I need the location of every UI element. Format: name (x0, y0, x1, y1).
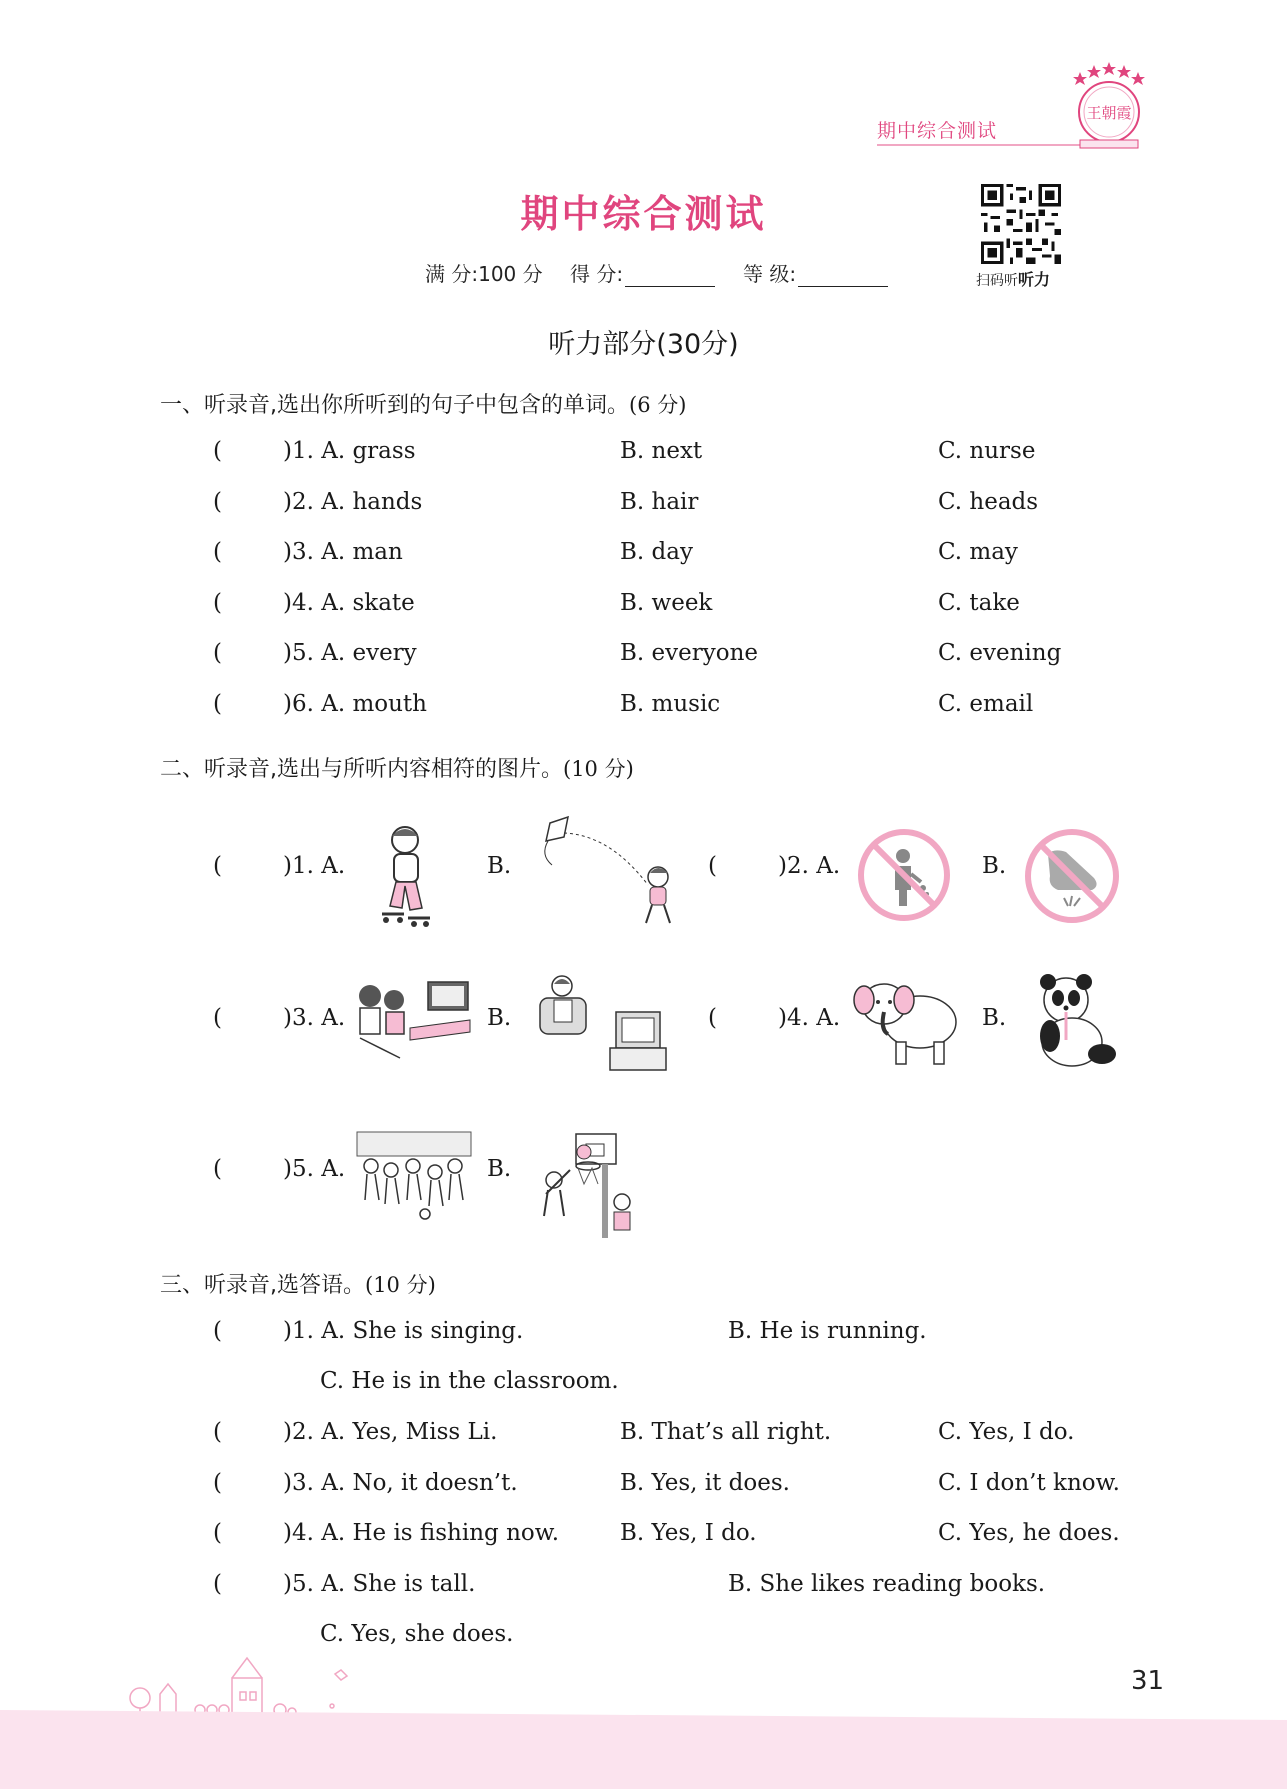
svg-text:王朝霞: 王朝霞 (1086, 104, 1132, 122)
brand-seal-icon (1068, 60, 1150, 150)
list-item: ( )3. A. man B. day C. may (213, 539, 1018, 565)
list-item: ( )1. A. grass B. next C. nurse (213, 438, 1036, 464)
castle-decoration-icon (120, 1648, 400, 1718)
list-item: ( )4. A. skate B. week C. take (213, 590, 1020, 616)
grade-label: 等 级: (743, 262, 797, 286)
score-label: 得 分: (570, 262, 624, 286)
header-divider (877, 144, 1087, 146)
basketball-players-icon (530, 1130, 645, 1238)
part1-heading: 一、听录音,选出你所听到的句子中包含的单词。(6 分) (160, 393, 687, 418)
qr-caption: 扫码听听力 (976, 270, 1051, 289)
list-item: ( )6. A. mouth B. music C. email (213, 691, 1034, 717)
list-item: ( )4. A. He is fishing now. B. Yes, I do. C. Yes, he does. (213, 1520, 1120, 1546)
list-item: ( )1. A. B. (213, 853, 512, 879)
list-item: ( )5. A. every B. everyone C. evening (213, 640, 1062, 666)
no-stepping-on-grass-sign-icon (1022, 826, 1122, 926)
part2-heading: 二、听录音,选出与所听内容相符的图片。(10 分) (160, 757, 634, 782)
score-field[interactable] (570, 258, 715, 287)
footer-band (0, 1710, 1287, 1789)
header-tag: 期中综合测试 (877, 120, 998, 142)
list-item: ( )2. A. Yes, Miss Li. B. That’s all right. C. Yes, I do. (213, 1419, 1075, 1445)
qr-code-icon[interactable] (981, 184, 1061, 264)
section-title: 听力部分(30分) (548, 329, 739, 360)
panda-icon (1030, 972, 1122, 1070)
list-item: ( )2. A. hands B. hair C. heads (213, 489, 1039, 515)
page-number: 31 (1131, 1666, 1165, 1696)
list-item: ( )3. A. No, it doesn’t. B. Yes, it does. C. I don’t know. (213, 1470, 1120, 1496)
elephant-icon (850, 970, 964, 1070)
no-littering-sign-icon (855, 826, 953, 924)
score-blank[interactable] (625, 268, 715, 287)
list-item: C. He is in the classroom. (320, 1368, 619, 1394)
list-item: ( )4. A. B. (708, 1005, 1007, 1031)
grade-blank[interactable] (798, 268, 888, 287)
part3-heading: 三、听录音,选答语。(10 分) (160, 1273, 436, 1298)
children-playing-football-icon (353, 1130, 475, 1222)
page-title: 期中综合测试 (520, 192, 767, 236)
list-item: ( )1. A. She is singing. B. He is running. (213, 1318, 927, 1344)
list-item: ( )3. A. B. (213, 1005, 512, 1031)
list-item: ( )5. A. She is tall. B. She likes reading books. (213, 1571, 1046, 1597)
list-item: C. Yes, she does. (320, 1621, 514, 1647)
list-item: ( )5. A. B. (213, 1156, 512, 1182)
list-item: ( )2. A. B. (708, 853, 1007, 879)
grade-field[interactable] (743, 258, 888, 287)
full-score: 满 分:100 分 (425, 262, 543, 286)
